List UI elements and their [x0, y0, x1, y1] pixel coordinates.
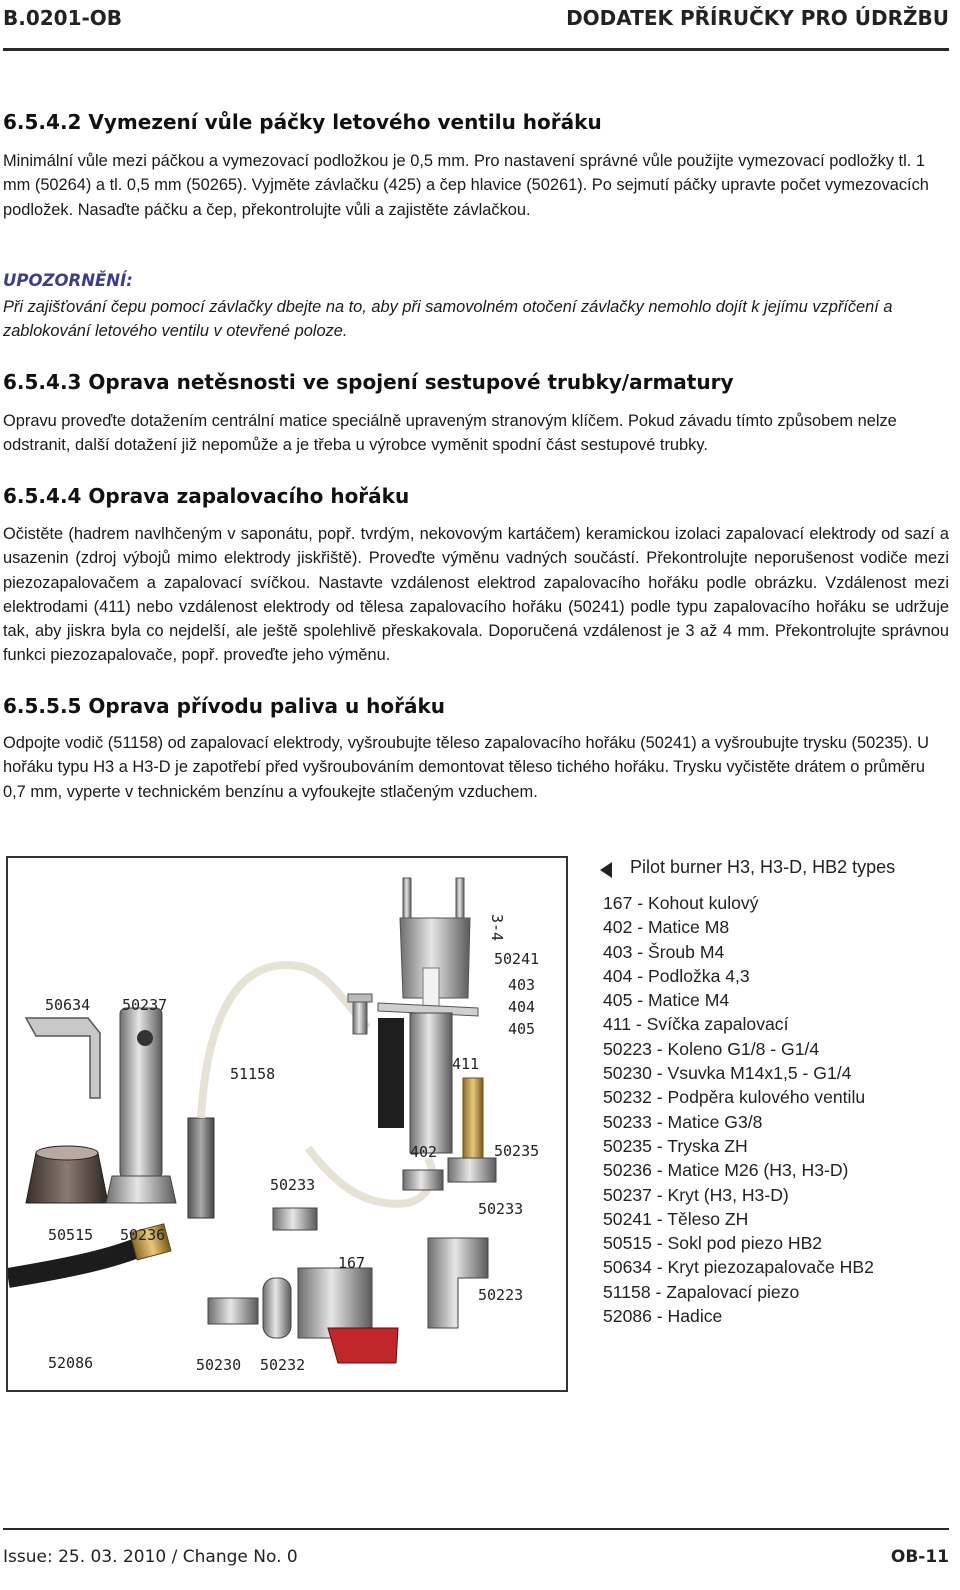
legend-item: 50515 - Sokl pod piezo HB2	[603, 1233, 823, 1254]
cylinder-hole-shape	[137, 1030, 153, 1046]
callout-404: 404	[508, 998, 536, 1016]
piezo-body-shape	[188, 1118, 214, 1218]
callout-50634: 50634	[45, 996, 91, 1014]
callout-411: 411	[452, 1055, 480, 1073]
callout-405: 405	[508, 1020, 536, 1038]
page-footer	[3, 1528, 949, 1580]
legend-item: 50232 - Podpěra kulového ventilu	[603, 1087, 866, 1108]
legend-item: 50235 - Tryska ZH	[603, 1135, 748, 1156]
section-body-6555: Odpojte vodič (51158) od zapalovací elektrody, vyšroubujte těleso zapalovacího hořáku (50241) a vyšroubujte trysku (50235). U hořáku typu H3 a H3-D je zapotřebí před vyšroubováním demontovat těleso tichého hořáku. Trysku vyčistěte drátem o průměru 0,7 mm, vyperte v technickém benzínu a vyfoukejte stlačeným vzduchem.	[3, 734, 929, 801]
section-heading-6544: 6.5.4.4 Oprava zapalovacího hořáku	[3, 484, 410, 508]
legend-title: Pilot burner H3, H3-D, HB2 types	[630, 857, 896, 877]
callout-50223: 50223	[478, 1286, 524, 1304]
callout-50235: 50235	[494, 1142, 540, 1160]
callout-403: 403	[508, 976, 536, 994]
section-body-6544: Očistěte (hadrem navlhčeným v saponátu, popř. tvrdým, nekovovým kartáčem) keramickou izolaci zapalovací elektrody od sazí a usazenin (zdroj výbojů mimo elektrody jiskřiště). Proveďte výměnu vadných součástí. Překontrolujte neporušenost vodiče mezi piezozapalovačem a zapalovací svíčkou. Nastavte vzdálenost elektrod zapalovacího hořáku podle obrázku. Vzdálenost mezi elektrodami (411) nebo vzdálenost elektrody od tělesa zapalovacího hořáku (50241) podle typu zapalovacího hořáku se udržuje tak, aby jiskra byla co nejdelší, ale ještě spolehlivě přeskakovala. Doporučená vzdálenost je 3 až 4 mm. Překontrolujte správnou funkci piezozapalovače, popř. proveďte jeho výměnu.	[3, 525, 949, 665]
hose-shape	[8, 1243, 148, 1278]
cover-bracket-shape	[26, 1018, 100, 1098]
warning-title: UPOZORNĚNÍ:	[3, 271, 133, 290]
cone-top-shape	[36, 1146, 98, 1160]
callout-402: 402	[410, 1143, 438, 1161]
legend-item: 404 - Podložka 4,3	[603, 965, 750, 986]
nut-shape	[106, 1176, 176, 1203]
callout-3-4: 3-4	[488, 914, 506, 942]
parts-legend	[603, 891, 874, 1328]
nut-m8-shape	[403, 1170, 443, 1190]
valve-support-shape	[263, 1278, 291, 1338]
issue-info: Issue: 25. 03. 2010 / Change No. 0	[3, 1547, 298, 1567]
pilot-burner-parts-photo	[6, 856, 568, 1392]
screw-shape	[353, 998, 367, 1034]
legend-item: 51158 - Zapalovací piezo	[603, 1281, 800, 1302]
section-heading-6543: 6.5.4.3 Oprava netěsnosti ve spojení sestupové trubky/armatury	[3, 370, 734, 394]
callout-50230: 50230	[196, 1356, 242, 1374]
nipple-shape	[208, 1298, 258, 1324]
screw-head-shape	[348, 994, 372, 1002]
callout-50236: 50236	[120, 1226, 166, 1244]
document-title: DODATEK PŘÍRUČKY PRO ÚDRŽBU	[566, 6, 949, 30]
burner-tube-shape	[410, 1013, 452, 1153]
legend-item: 405 - Matice M4	[603, 990, 730, 1011]
callout-51158: 51158	[230, 1065, 276, 1083]
document-code: B.0201-OB	[3, 6, 123, 30]
legend-item: 50241 - Těleso ZH	[603, 1208, 749, 1229]
legend-item: 50236 - Matice M26 (H3, H3-D)	[603, 1160, 849, 1181]
page-header	[3, 4, 949, 51]
legend-item: 411 - Svíčka zapalovací	[603, 1014, 789, 1035]
callout-50232: 50232	[260, 1356, 306, 1374]
nut-g38-right-shape	[448, 1158, 496, 1182]
legend-item: 50223 - Koleno G1/8 - G1/4	[603, 1038, 820, 1059]
section-heading-6555: 6.5.5.5 Oprava přívodu paliva u hořáku	[3, 694, 446, 718]
callout-167: 167	[338, 1254, 366, 1272]
legend-item: 403 - Šroub M4	[603, 941, 725, 962]
legend-item: 52086 - Hadice	[603, 1306, 723, 1327]
legend-item: 402 - Matice M8	[603, 917, 730, 938]
section-heading-6542: 6.5.4.2 Vymezení vůle páčky letového ventilu hořáku	[3, 110, 602, 134]
ball-valve-handle-shape	[328, 1328, 398, 1363]
legend-item: 50237 - Kryt (H3, H3-D)	[603, 1184, 789, 1205]
section-body-6542: Minimální vůle mezi páčkou a vymezovací podložkou je 0,5 mm. Pro nastavení správné vůle použijte vymezovací podložky tl. 1 mm (50264) a tl. 0,5 mm (50265). Vyjměte závlačku (425) a čep hlavice (50261). Po sejmutí páčky upravte počet vymezovacích podložek. Nasaďte páčku a čep, překontrolujte vůli a zajistěte závlačkou.	[3, 152, 929, 219]
nut-g38-left-shape	[273, 1208, 317, 1230]
jet-nozzle-shape	[463, 1078, 483, 1158]
page-number: OB-11	[890, 1547, 949, 1567]
ignition-wire-shape	[201, 965, 368, 1118]
electrode-sleeve-shape	[378, 1018, 404, 1128]
left-arrow-icon	[600, 862, 612, 878]
callout-50515: 50515	[48, 1226, 94, 1244]
elbow-shape	[428, 1238, 488, 1328]
warning-body: Při zajišťování čepu pomocí závlačky dbejte na to, aby při samovolném otočení závlačky nemohlo dojít k jejímu vzpříčení a zablokování letového ventilu v otevřené poloze.	[3, 298, 893, 341]
legend-item: 50634 - Kryt piezozapalovače HB2	[603, 1257, 874, 1278]
callout-50233-left: 50233	[270, 1176, 316, 1194]
callout-50237: 50237	[122, 996, 168, 1014]
callout-50241: 50241	[494, 950, 540, 968]
legend-item: 50230 - Vsuvka M14x1,5 - G1/4	[603, 1063, 852, 1084]
section-body-6543: Opravu proveďte dotažením centrální matice speciálně upraveným stranovým klíčem. Pokud závadu tímto způsobem nelze odstranit, další dotažení již nepomůže a je třeba u výrobce vyměnit spodní část sestupové trubky.	[3, 412, 897, 455]
callout-52086: 52086	[48, 1354, 94, 1372]
parts-illustration	[8, 858, 566, 1390]
legend-item: 50233 - Matice G3/8	[603, 1111, 763, 1132]
legend-item: 167 - Kohout kulový	[603, 893, 759, 913]
callout-50233-right: 50233	[478, 1200, 524, 1218]
